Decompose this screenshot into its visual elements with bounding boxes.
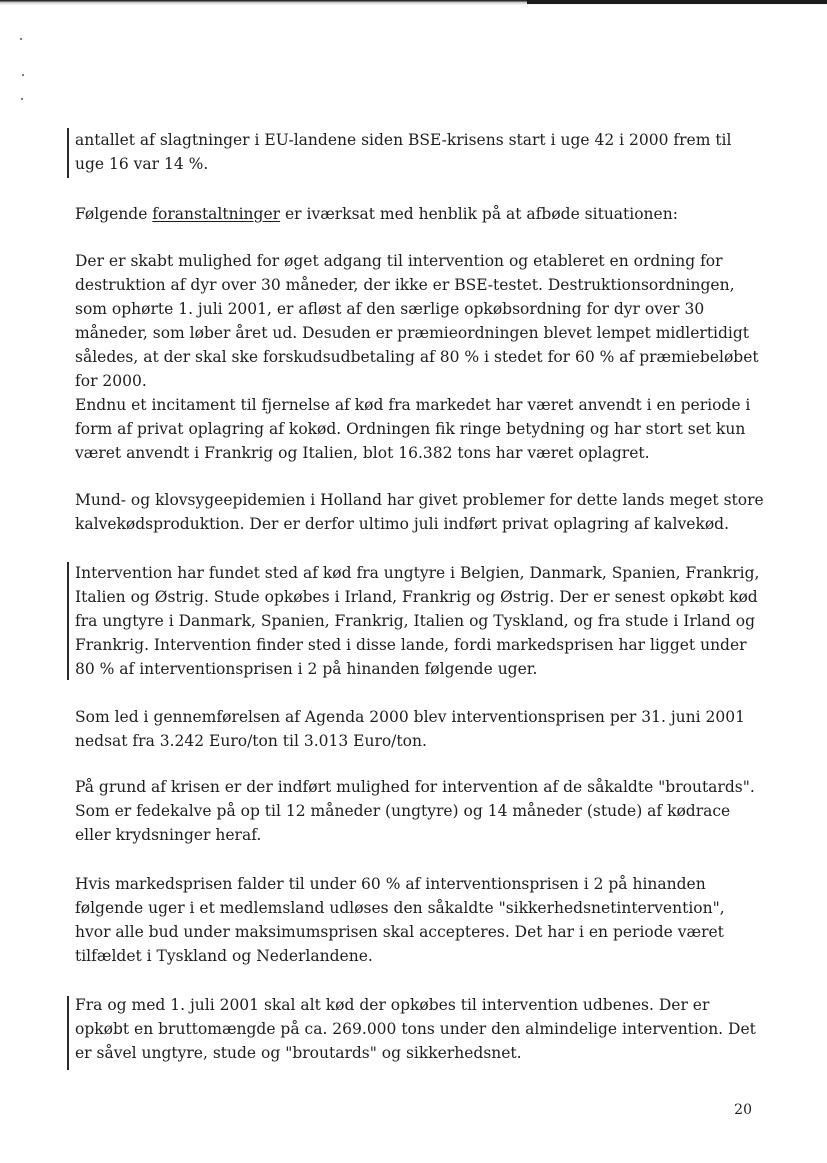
underlined-term: foranstaltninger [152,205,281,223]
page-number: 20 [734,1102,752,1118]
change-bar [67,996,69,1070]
paragraph-8: På grund af krisen er der indført mulighed for intervention af de såkaldte "broutards". Som er fedekalve på op til 12 måneder (ungtyre) og 14 måneder (stude) af kødrace eller krydsninger heraf. [75,778,755,844]
paragraph-5: Mund- og klovsygeepidemien i Holland har givet problemer for dette lands meget store kalvekødsproduktion. Der er derfor ultimo juli indført privat oplagring af kalvekød. [75,491,764,533]
paragraph-10: Fra og med 1. juli 2001 skal alt kød der opkøbes til intervention udbenes. Der er opkøbt en bruttomængde på ca. 269.000 tons under den almindelige intervention. Det er såvel ungtyre, stude og "broutards" og sikkerhedsnet. [75,996,756,1062]
paragraph-2-tail: er iværksat med henblik på at afbøde situationen: [280,205,678,223]
paragraph-1: antallet af slagtninger i EU-landene siden BSE-krisens start i uge 42 i 2000 frem til uge 16 var 14 %. [75,131,732,173]
paragraph-4: Endnu et incitament til fjernelse af kød fra markedet har været anvendt i en periode i form af privat oplagring af kokød. Ordningen fik ringe betydning og har stort set kun været anvendt i Frankrig og Italien, blot 16.382 tons har været oplagret. [75,396,751,462]
paragraph-6: Intervention har fundet sted af kød fra ungtyre i Belgien, Danmark, Spanien, Frankrig, Italien og Østrig. Stude opkøbes i Irland, Frankrig og Østrig. Der er senest opkøbt kød fra ungtyre i Danmark, Spanien, Frankrig, Italien og Tyskland, og fra stude i Irland og Frankrig. Intervention finder sted i disse lande, fordi markedsprisen har ligget under 80 % af interventionsprisen i 2 på hinanden følgende uger. [75,564,760,678]
paragraph-3: Der er skabt mulighed for øget adgang til intervention og etableret en ordning for destruktion af dyr over 30 måneder, der ikke er BSE-testet. Destruktionsordningen, som ophørte 1. juli 2001, er afløst af den særlige opkøbsordning for dyr over 30 måneder, som løber året ud. Desuden er præmieordningen blevet lempet midlertidigt således, at der skal ske forskudsudbetaling af 80 % i stedet for 60 % af præmiebeløbet for 2000. [75,252,759,390]
paragraph-9: Hvis markedsprisen falder til under 60 % af interventionsprisen i 2 på hinanden følgende uger i et medlemsland udløses den såkaldte "sikkerhedsnetintervention", hvor alle bud under maksimumsprisen skal accepteres. Det har i en periode været tilfældet i Tyskland og Nederlandene. [75,875,725,965]
paragraph-7: Som led i gennemførelsen af Agenda 2000 blev interventionsprisen per 31. juni 2001 nedsat fra 3.242 Euro/ton til 3.013 Euro/ton. [75,708,745,750]
paragraph-2-lead: Følgende [75,205,153,223]
change-bar [67,562,69,680]
change-bar [67,128,69,178]
scan-specks [20,38,24,108]
scan-top-edge-dark [527,0,827,4]
paragraph-2 [75,202,765,226]
